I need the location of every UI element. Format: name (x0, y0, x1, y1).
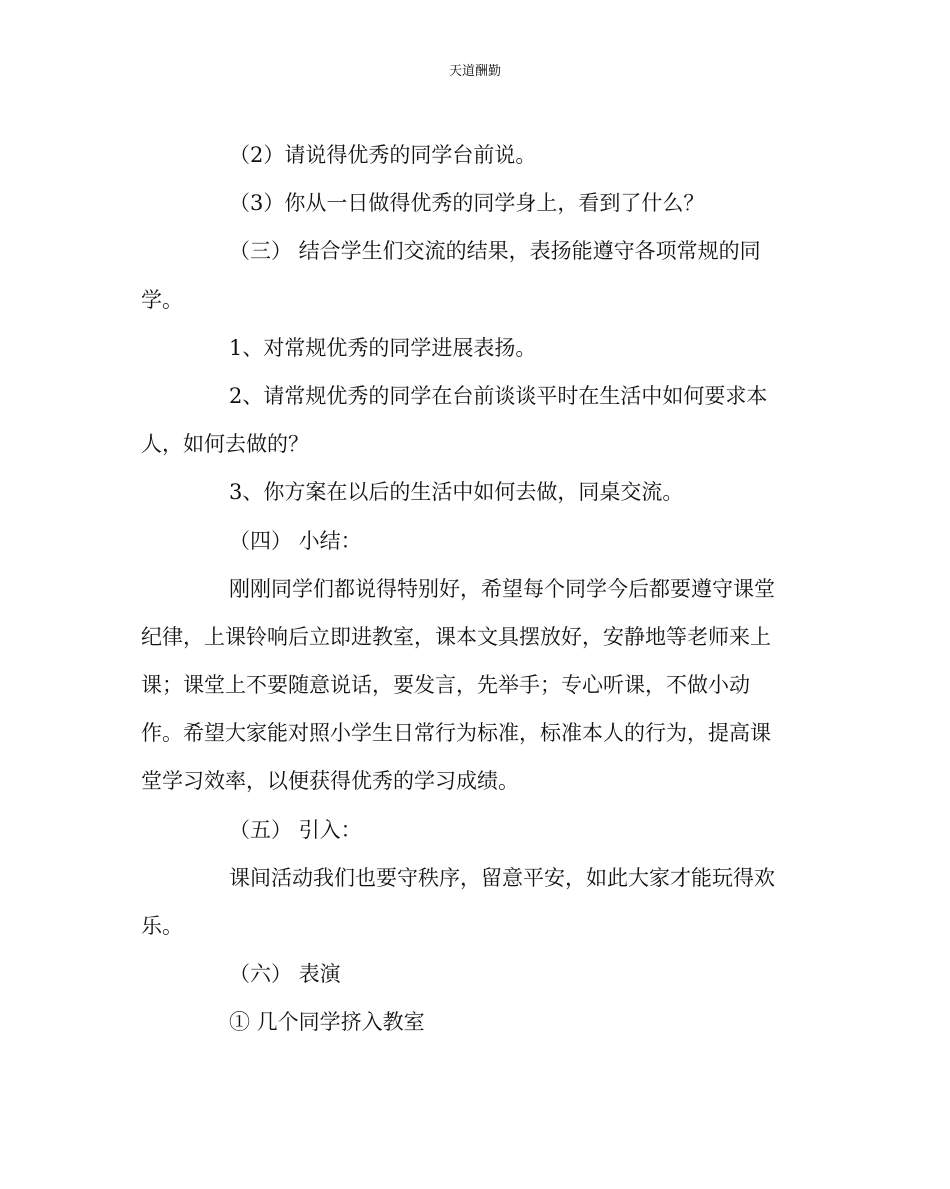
section-heading-3: （三） 结合学生们交流的结果，表扬能遵守各项常规的同 (229, 239, 761, 264)
document-body (141, 131, 801, 1047)
list-item: 2、请常规优秀的同学在台前谈谈平时在生活中如何要求本 (229, 383, 768, 408)
paragraph-line: 课间活动我们也要守秩序，留意平安，如此大家才能玩得欢 (229, 865, 775, 890)
section-heading-6: （六） 表演 (229, 962, 341, 987)
paragraph-line: 纪律，上课铃响后立即进教室，课本文具摆放好，安静地等老师来上 (141, 624, 771, 649)
paragraph-line: 堂学习效率，以便获得优秀的学习成绩。 (141, 769, 519, 794)
list-item: 1、对常规优秀的同学进展表扬。 (229, 335, 537, 360)
page-header: 天道酬勤 (448, 64, 501, 79)
section-heading-4: （四） 小结： (229, 528, 362, 553)
paragraph-line: （2）请说得优秀的同学台前说。 (229, 143, 537, 167)
paragraph-line: 作。希望大家能对照小学生日常行为标准，标准本人的行为，提高课 (141, 721, 771, 746)
paragraph-line: 课；课堂上不要随意说话，要发言，先举手；专心听课，不做小动 (141, 673, 750, 698)
paragraph-line: 刚刚同学们都说得特别好，希望每个同学今后都要遵守课堂 (229, 576, 775, 601)
paragraph-line: 人，如何去做的？ (141, 432, 309, 457)
list-item: 3、你方案在以后的生活中如何去做，同桌交流。 (229, 480, 684, 505)
section-heading-5: （五） 引入： (229, 817, 362, 842)
paragraph-line: （3）你从一日做得优秀的同学身上，看到了什么？ (229, 191, 705, 216)
paragraph-line: 学。 (141, 287, 183, 312)
list-item: ① 几个同学挤入教室 (229, 1010, 425, 1035)
paragraph-line: 乐。 (141, 914, 183, 938)
